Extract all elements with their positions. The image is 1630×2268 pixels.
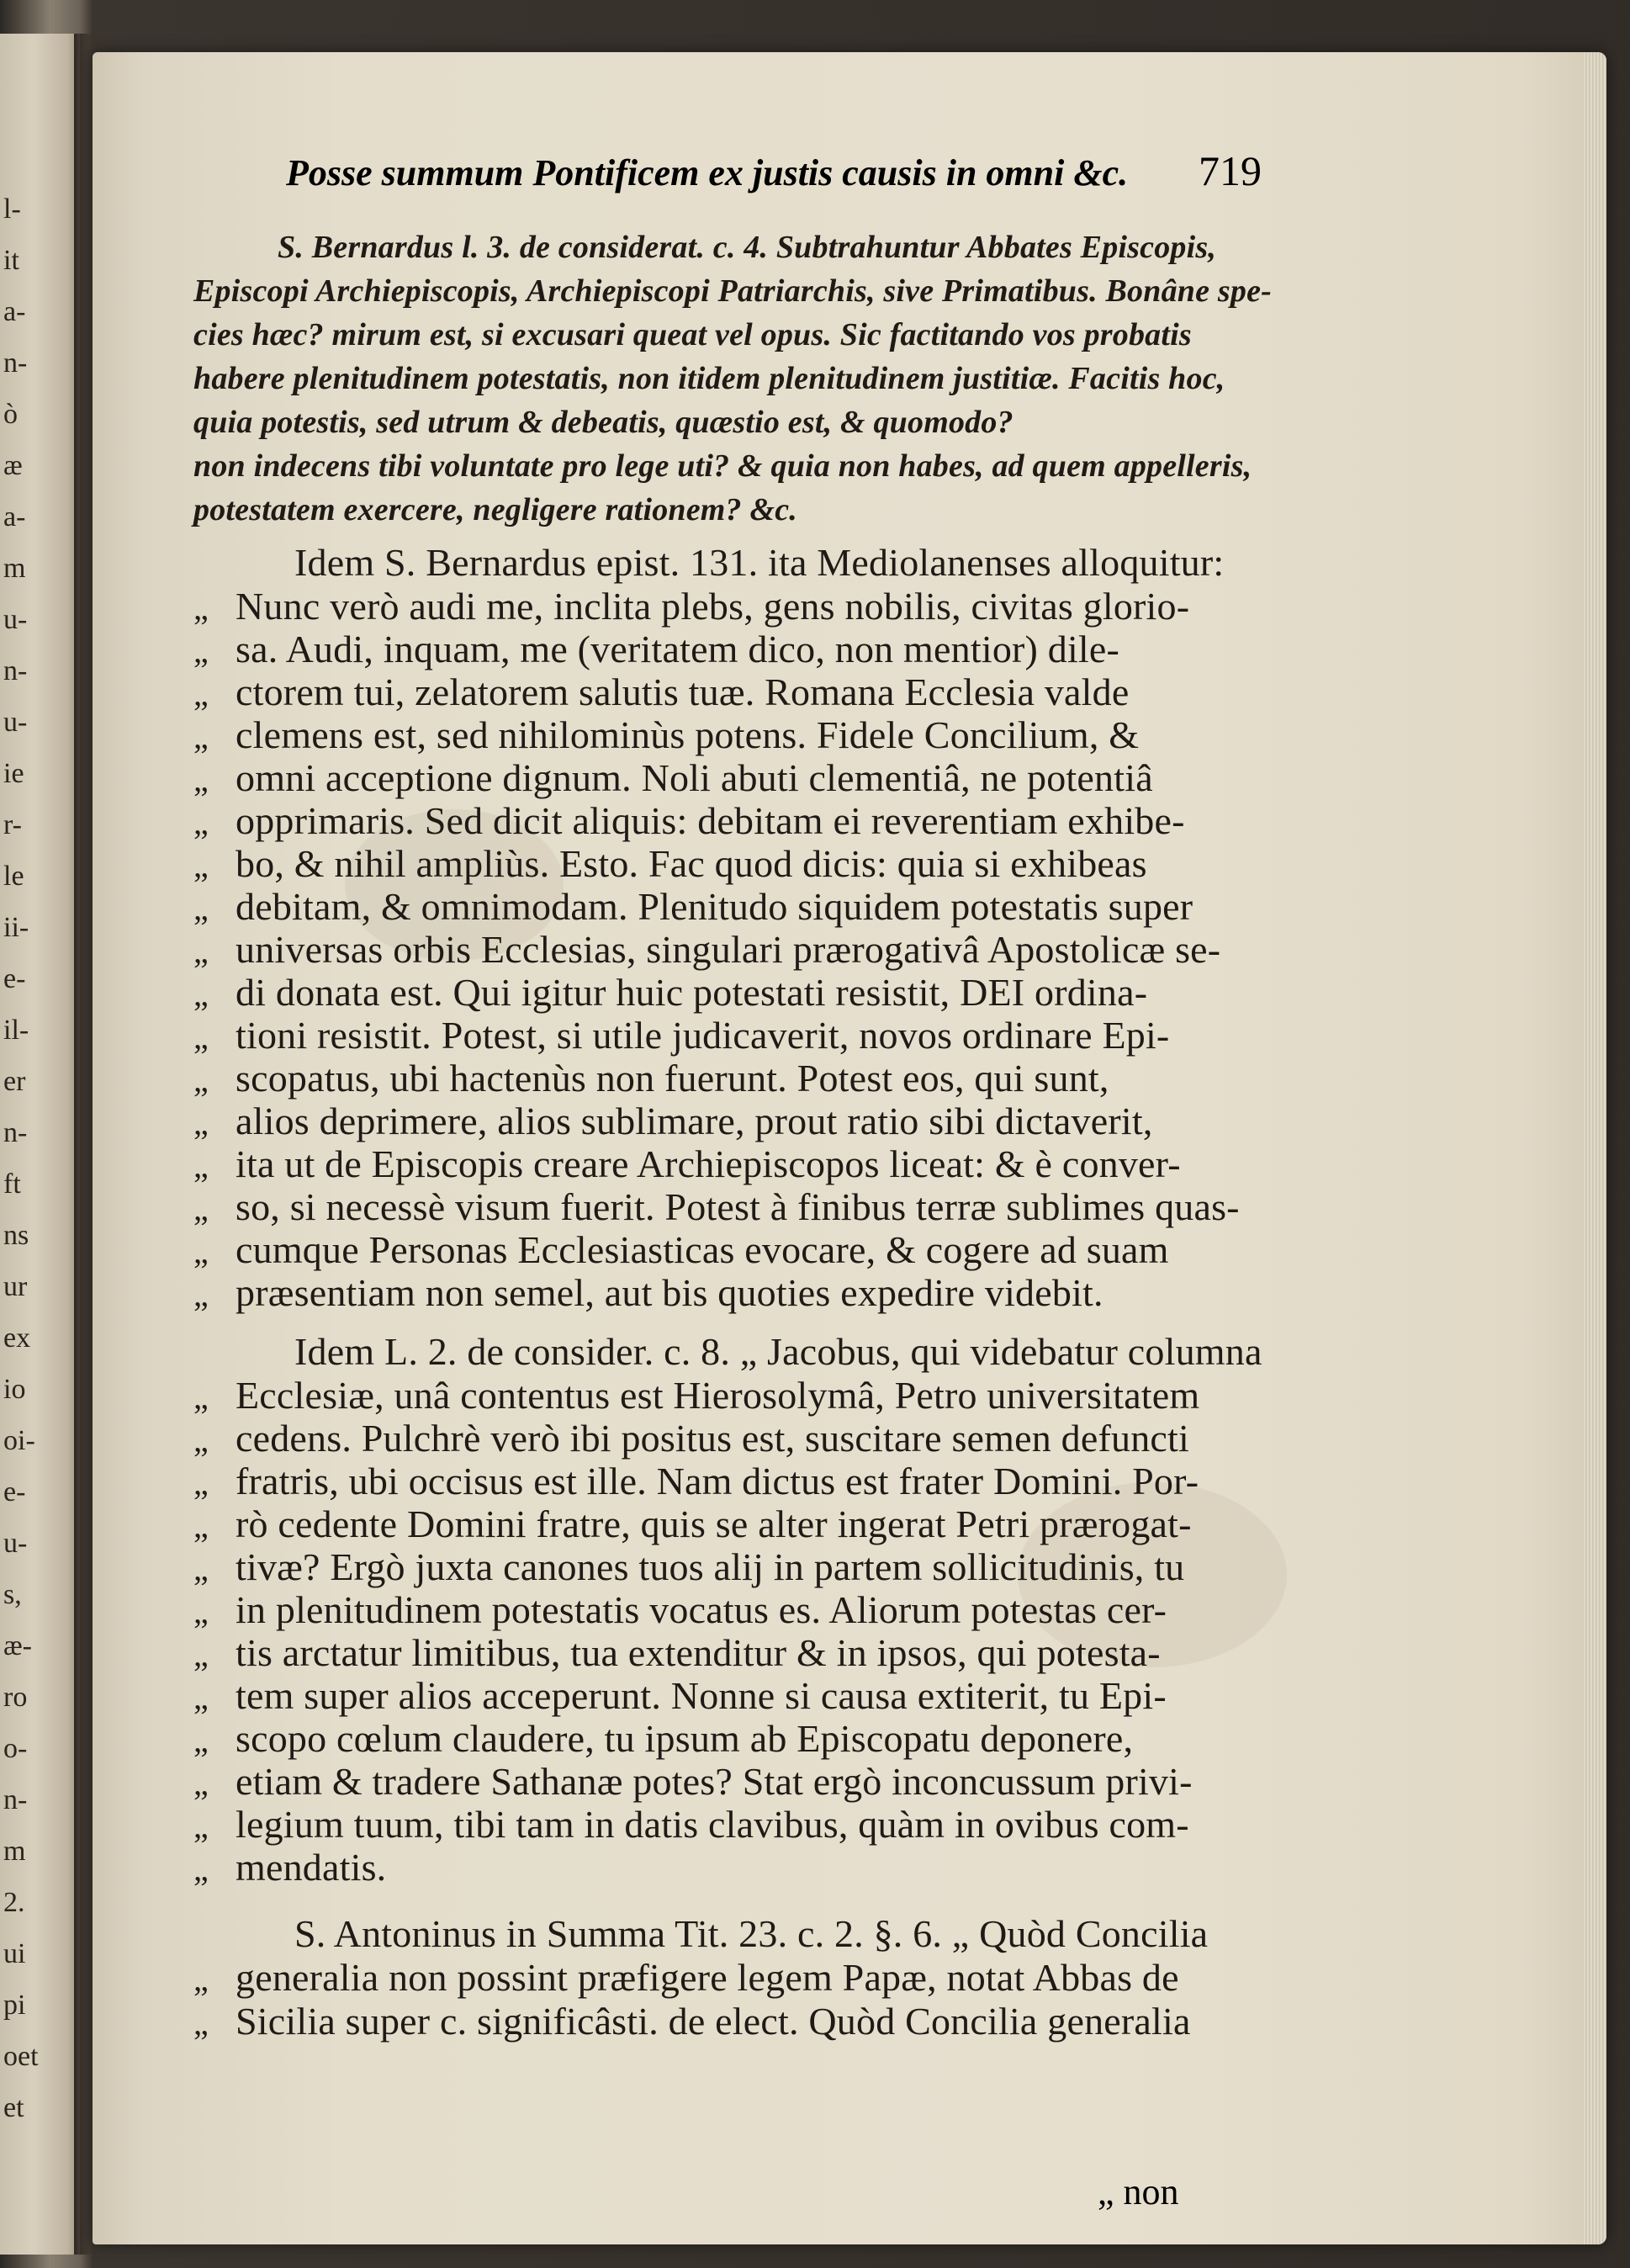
line-text: ita ut de Episcopis creare Archiepiscopos liceat: & è conver- [236,1142,1181,1185]
line-text: non indecens tibi voluntate pro lege uti? & quia non habes, ad quem appelleris, [193,448,1252,484]
quote-mark: „ [193,1061,209,1099]
text-line [294,540,1224,585]
text-line [193,1227,1169,1272]
text-line [193,1587,1167,1632]
page-number: 719 [1199,147,1262,194]
line-text: sa. Audi, inquam, me (veritatem dico, non mentior) dile- [236,628,1120,670]
facing-page-text: ò [3,399,18,430]
facing-page-text: u- [3,1528,28,1559]
facing-page-text: n- [3,347,28,379]
text-line [193,1184,1240,1229]
line-text: quia potestis, sed utrum & debeatis, quæstio est, & quomodo? [193,405,1013,440]
quote-mark: „ [193,1464,209,1502]
facing-page-text: æ- [3,1630,32,1661]
facing-page-text: ui [3,1938,26,1969]
facing-page-text: a- [3,501,26,533]
facing-page-text: pi [3,1990,26,2021]
quote-mark: „ [193,889,209,927]
line-text: clemens est, sed nihilominùs potens. Fidele Concilium, & [236,713,1140,756]
text-line [193,1502,1192,1546]
quote-mark: „ [193,1807,209,1845]
facing-page-text: o- [3,1733,28,1764]
text-line [193,1999,1191,2043]
text-line [294,1911,1208,1956]
quote-mark: „ [193,846,209,884]
line-text: in plenitudinem potestatis vocatus es. Aliorum potestas cer- [236,1588,1167,1631]
quote-mark: „ [193,1190,209,1227]
line-text: tis arctatur limitibus, tua extenditur & in ipsos, qui potesta- [236,1631,1161,1674]
facing-page-text: le [3,861,24,892]
line-text: ctorem tui, zelatorem salutis tuæ. Romana Ecclesia valde [236,670,1130,713]
line-text: rò cedente Domini fratre, quis se alter ingerat Petri prærogat- [236,1502,1192,1545]
facing-page-text: ft [3,1168,21,1200]
text-line [193,1416,1189,1460]
facing-page-text: 2. [3,1887,25,1918]
line-text: etiam & tradere Sathanæ potes? Stat ergò inconcussum privi- [236,1760,1193,1803]
line-text: tioni resistit. Potest, si utile judicaverit, novos ordinare Epi- [236,1014,1170,1057]
page-edge [1583,52,1606,2244]
text-line [193,1142,1181,1186]
quote-mark: „ [193,675,209,713]
facing-page-text: n- [3,655,28,686]
line-text: cumque Personas Ecclesiasticas evocare, & cogere ad suam [236,1228,1169,1271]
facing-page-text: it [3,245,19,276]
line-text: scopo cœlum claudere, tu ipsum ab Episcopatu deponere, [236,1717,1134,1760]
quote-mark: „ [193,975,209,1013]
facing-page-fragment [0,34,80,2255]
quote-mark: „ [193,1550,209,1587]
quote-mark: „ [193,1721,209,1759]
line-text: omni acceptione dignum. Noli abuti clementiâ, ne potentiâ [236,756,1153,799]
text-line [193,1013,1169,1057]
line-text: habere plenitudinem potestatis, non itidem plenitudinem justitiæ. Facitis hoc, [193,361,1225,396]
line-text: potestatem exercere, negligere rationem? &c. [193,492,797,527]
quote-mark: „ [193,1421,209,1459]
quote-mark: „ [193,1232,209,1270]
facing-page-text: ii- [3,912,29,943]
text-line [193,1545,1184,1589]
text-line [193,448,1252,485]
line-text: fratris, ubi occisus est ille. Nam dictus est frater Domini. Por- [236,1460,1199,1502]
text-line [193,1759,1193,1804]
facing-page-text: ns [3,1220,29,1251]
line-text: S. Bernardus l. 3. de considerat. c. 4. Subtrahuntur Abbates Episcopis, [278,230,1217,265]
facing-page-text: ex [3,1322,31,1354]
facing-page-text: n- [3,1784,28,1815]
facing-page-text: io [3,1374,26,1405]
text-line [193,273,1272,310]
line-text: scopatus, ubi hactenùs non fuerunt. Potest eos, qui sunt, [236,1057,1109,1100]
text-line [193,1056,1109,1100]
quote-mark: „ [193,1678,209,1716]
text-line [193,360,1225,397]
text-line [193,1802,1189,1847]
text-line [278,229,1216,266]
text-line [193,1673,1167,1718]
text-line [294,1329,1262,1374]
facing-page-text: u- [3,707,28,738]
line-text: tivæ? Ergò juxta canones tuos alij in partem sollicitudinis, tu [236,1545,1185,1588]
text-line [193,1716,1133,1761]
quote-mark: „ [193,718,209,755]
quote-mark: „ [193,1104,209,1142]
text-line [193,1270,1103,1315]
text-line [193,1459,1199,1503]
line-text: Sicilia super c. significâsti. de elect. Quòd Concilia generalia [236,2000,1191,2043]
line-text: Idem L. 2. de consider. c. 8. „ Jacobus, qui videbatur columna [294,1330,1262,1373]
text-line [193,404,1013,441]
facing-page-text: ro [3,1682,28,1713]
quote-mark: „ [193,1850,209,1888]
facing-page-text: ur [3,1271,28,1302]
line-text: tem super alios acceperunt. Nonne si causa extiterit, tu Epi- [236,1674,1167,1717]
line-text: Episcopi Archiepiscopis, Archiepiscopi Patriarchis, sive Primatibus. Bonâne spe- [193,273,1273,309]
line-text: Nunc verò audi me, inclita plebs, gens nobilis, civitas glorio- [236,585,1190,628]
running-head: Posse summum Pontificem ex justis causis in omni &c. [286,152,1129,193]
facing-page-text: ie [3,758,24,789]
facing-page-text: e- [3,1476,26,1508]
text-line [193,798,1185,843]
text-line [193,1099,1153,1143]
facing-page-text: e- [3,963,26,994]
quote-mark: „ [193,1764,209,1802]
quote-mark: „ [193,2004,209,2042]
line-text: cies hæc? mirum est, si excusari queat vel opus. Sic factitando vos probatis [193,317,1192,352]
facing-page-text: a- [3,296,26,327]
quote-mark: „ [193,1147,209,1184]
quote-mark: „ [193,589,209,627]
line-text: mendatis. [236,1846,387,1889]
line-text: debitam, & omnimodam. Plenitudo siquidem potestatis super [236,885,1193,928]
text-line [193,841,1147,886]
text-line [193,970,1147,1015]
text-line [193,755,1153,800]
facing-page-text: er [3,1066,26,1097]
text-line [193,627,1119,671]
line-text: generalia non possint præfigere legem Papæ, notat Abbas de [236,1956,1179,1999]
facing-page-text: æ [3,450,23,481]
text-line [193,1845,386,1889]
line-text: alios deprimere, alios sublimare, prout ratio sibi dictaverit, [236,1100,1153,1142]
line-text: universas orbis Ecclesias, singulari prærogativâ Apostolicæ se- [236,928,1221,971]
line-text: Idem S. Bernardus epist. 131. ita Mediolanenses alloquitur: [294,541,1225,584]
quote-mark: „ [193,1378,209,1416]
line-text: di donata est. Qui igitur huic potestati resistit, DEI ordina- [236,971,1148,1014]
line-text: legium tuum, tibi tam in datis clavibus, quàm in ovibus com- [236,1803,1189,1846]
text-line [193,316,1192,353]
quote-mark: „ [193,803,209,841]
text-line [193,670,1129,714]
facing-page-text: oi- [3,1425,35,1456]
line-text: S. Antoninus in Summa Tit. 23. c. 2. §. 6. „ Quòd Concilia [294,1912,1209,1955]
facing-page-text: n- [3,1117,28,1148]
text-line [193,927,1220,972]
text-line [193,884,1193,929]
facing-page-text: m [3,1836,26,1867]
quote-mark: „ [193,1960,209,1998]
quote-mark: „ [193,1507,209,1545]
text-line [193,1373,1199,1418]
facing-page-text: et [3,2092,24,2123]
line-text: Ecclesiæ, unâ contentus est Hierosolymâ, Petro universitatem [236,1374,1200,1417]
line-text: cedens. Pulchrè verò ibi positus est, suscitare semen defuncti [236,1417,1189,1460]
facing-page-text: l- [3,193,21,225]
quote-mark: „ [193,1018,209,1056]
line-text: præsentiam non semel, aut bis quoties expedire videbit. [236,1271,1103,1314]
line-text: bo, & nihil ampliùs. Esto. Fac quod dicis: quia si exhibeas [236,842,1147,885]
line-text: so, si necessè visum fuerit. Potest à finibus terræ sublimes quas- [236,1185,1240,1228]
text-line [193,1955,1179,2000]
catchword: „ non [1098,2171,1179,2212]
quote-mark: „ [193,932,209,970]
text-line [193,491,797,528]
quote-mark: „ [193,1592,209,1630]
facing-page-text: s, [3,1579,22,1610]
text-line [193,1630,1161,1675]
quote-mark: „ [193,760,209,798]
book-page [93,52,1606,2244]
quote-mark: „ [193,632,209,670]
facing-page-text: il- [3,1015,29,1046]
quote-mark: „ [193,1635,209,1673]
text-line [193,713,1139,757]
text-line [193,584,1189,628]
facing-page-text: r- [3,809,22,840]
facing-page-text: u- [3,604,28,635]
facing-page-text: oet [3,2041,39,2072]
line-text: opprimaris. Sed dicit aliquis: debitam ei reverentiam exhibe- [236,799,1185,842]
facing-page-text: m [3,553,26,584]
quote-mark: „ [193,1275,209,1313]
